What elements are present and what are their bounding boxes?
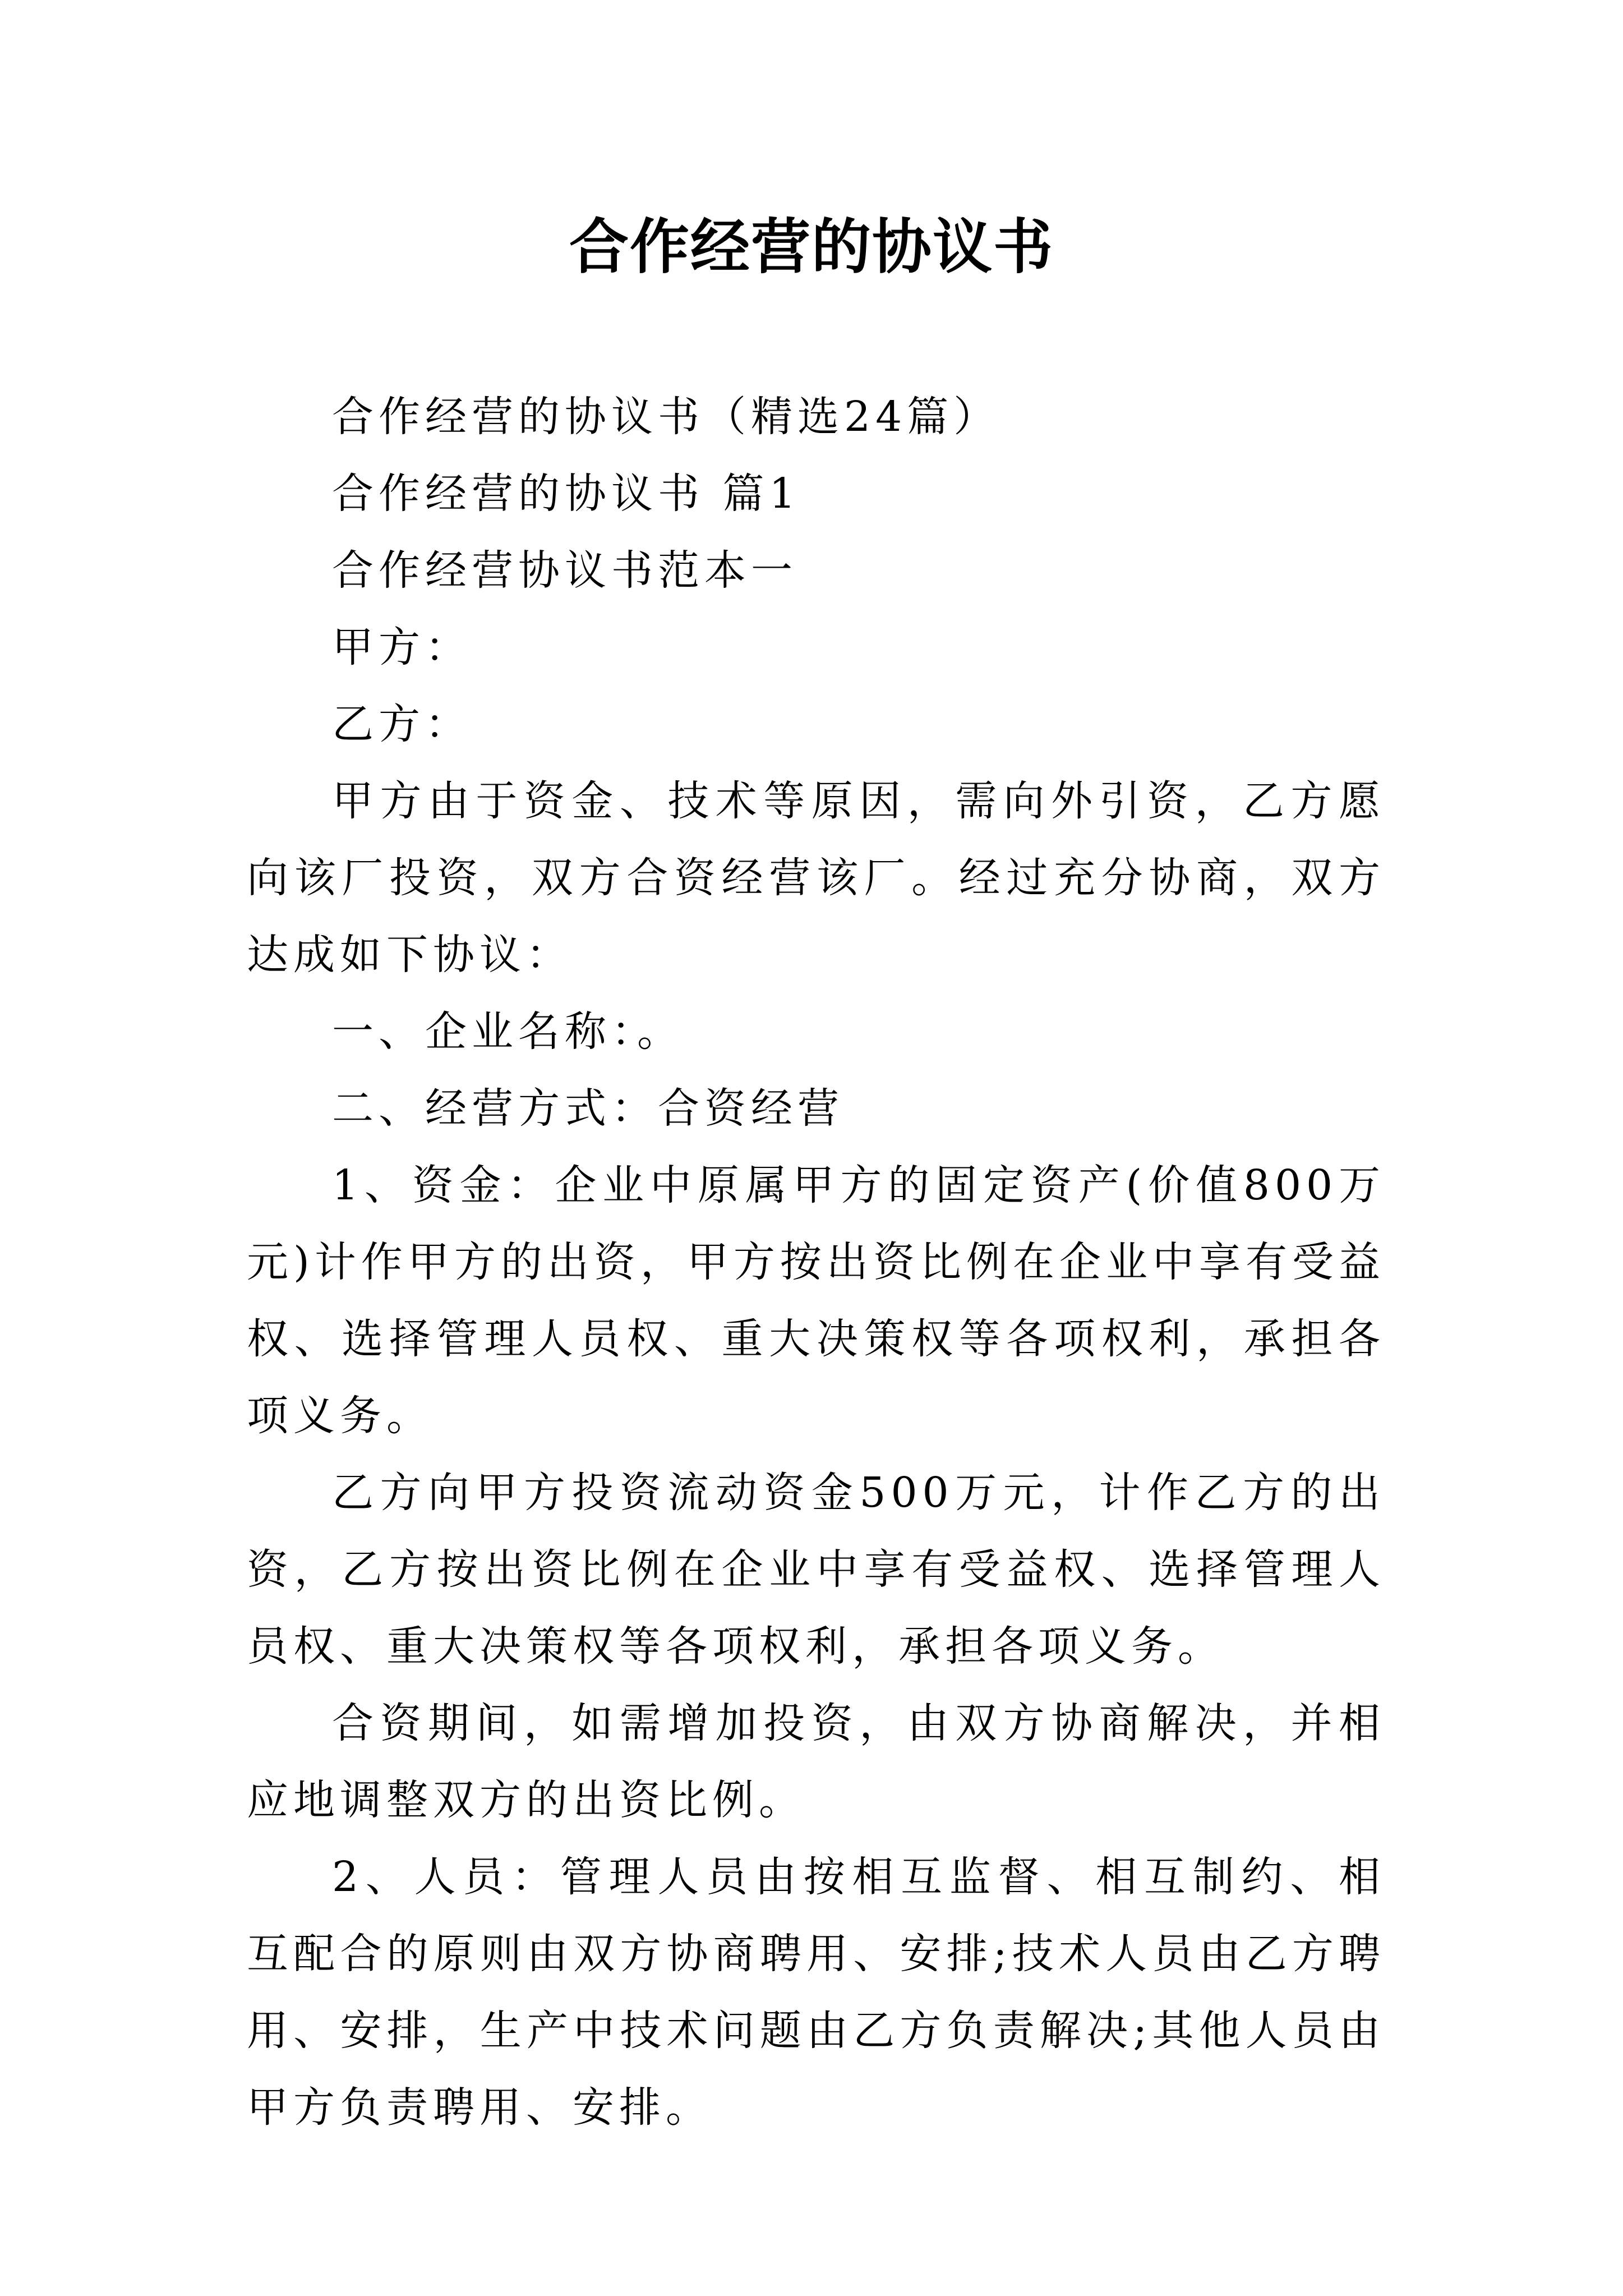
paragraph-enterprise-name: 一、企业名称：。 xyxy=(332,1007,684,1056)
document-body xyxy=(247,379,1385,2146)
paragraph-capital: 1、资金：企业中原属甲方的固定资产(价值800万元)计作甲方的出资，甲方按出资比例在企业中享有受益权、选择管理人员权、重大决策权等各项权利，承担各项义务。 xyxy=(247,1161,1385,1440)
paragraph-preamble: 甲方由于资金、技术等原因，需向外引资，乙方愿向该厂投资，双方合资经营该厂。经过充分协商，双方达成如下协议： xyxy=(247,777,1385,979)
paragraph-intro: 合作经营的协议书（精选24篇） xyxy=(332,393,1000,441)
document-title: 合作经营的协议书 xyxy=(569,211,1054,282)
paragraph-party-b-investment: 乙方向甲方投资流动资金500万元，计作乙方的出资，乙方按出资比例在企业中享有受益权、选择管理人员权、重大决策权等各项权利，承担各项义务。 xyxy=(247,1469,1385,1671)
paragraph-template-heading: 合作经营协议书范本一 xyxy=(332,546,797,595)
paragraph-party-b: 乙方： xyxy=(332,700,472,748)
paragraph-operation-mode: 二、经营方式：合资经营 xyxy=(332,1084,844,1133)
paragraph-personnel: 2、人员：管理人员由按相互监督、相互制约、相互配合的原则由双方协商聘用、安排;技术人员由乙方聘用、安排，生产中技术问题由乙方负责解决;其他人员由甲方负责聘用、安排。 xyxy=(247,1853,1385,2132)
paragraph-additional-investment: 合资期间，如需增加投资，由双方协商解决，并相应地调整双方的出资比例。 xyxy=(247,1699,1385,1824)
paragraph-party-a: 甲方： xyxy=(332,623,472,671)
paragraph-chapter-heading: 合作经营的协议书 篇1 xyxy=(332,470,801,518)
